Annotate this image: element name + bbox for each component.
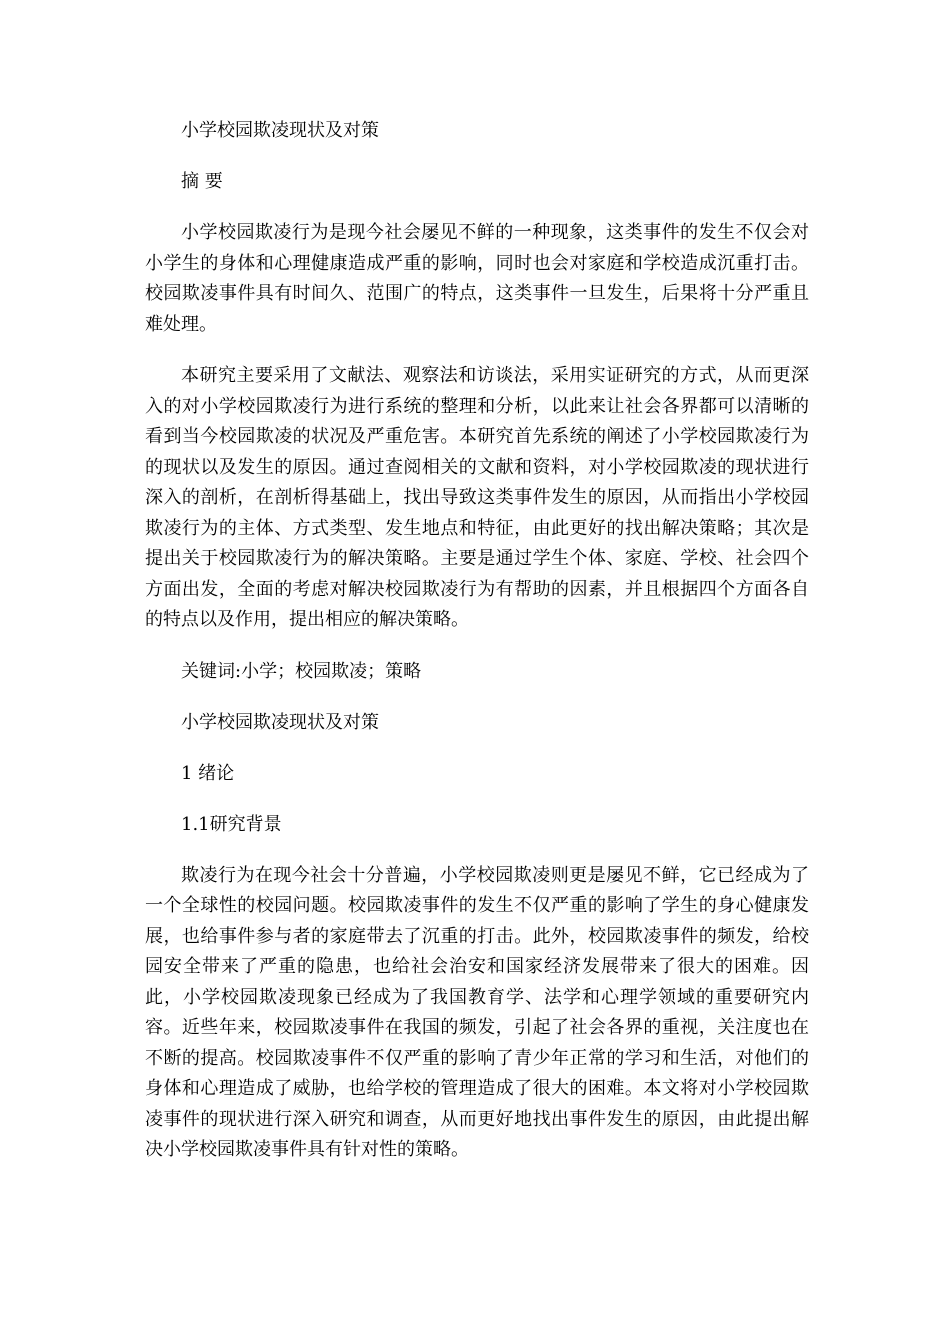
body-title: 小学校园欺凌现状及对策 (181, 711, 379, 733)
abstract-paragraph-1: 小学校园欺凌行为是现今社会屡见不鲜的一种现象，这类事件的发生不仅会对小学生的身体和心理健康造成严重的影响，同时也会对家庭和学校造成沉重打击。校园欺凌事件具有时间久、范围广的特点，这类事件一旦发生，后果将十分严重且难处理。 (145, 222, 809, 335)
section-paragraph: 欺凌行为在现今社会十分普遍，小学校园欺凌则更是屡见不鲜，它已经成为了一个全球性的校园问题。校园欺凌事件的发生不仅严重的影响了学生的身心健康发展，也给事件参与者的家庭带去了沉重的打击。此外，校园欺凌事件的频发，给校园安全带来了严重的隐患，也给社会治安和国家经济发展带来了很大的困难。因此，小学校园欺凌现象已经成为了我国教育学、法学和心理学领域的重要研究内容。近些年来，校园欺凌事件在我国的频发，引起了社会各界的重视，关注度也在不断的提高。校园欺凌事件不仅严重的影响了青少年正常的学习和生活，对他们的身体和心理造成了威胁，也给学校的管理造成了很大的困难。本文将对小学校园欺凌事件的现状进行深入研究和调查，从而更好地找出事件发生的原因，由此提出解决小学校园欺凌事件具有针对性的策略。 (145, 864, 809, 1160)
chapter-heading: 1 绪论 (181, 762, 235, 784)
abstract-paragraph-2: 本研究主要采用了文献法、观察法和访谈法，采用实证研究的方式，从而更深入的对小学校园欺凌行为进行系统的整理和分析，以此来让社会各界都可以清晰的看到当今校园欺凌的状况及严重危害。本研究首先系统的阐述了小学校园欺凌行为的现状以及发生的原因。通过查阅相关的文献和资料，对小学校园欺凌的现状进行深入的剖析，在剖析得基础上，找出导致这类事件发生的原因，从而指出小学校园欺凌行为的主体、方式类型、发生地点和特征，由此更好的找出解决策略；其次是提出关于校园欺凌行为的解决策略。主要是通过学生个体、家庭、学校、社会四个方面出发，全面的考虑对解决校园欺凌行为有帮助的因素，并且根据四个方面各自的特点以及作用，提出相应的解决策略。 (145, 365, 809, 630)
keywords-line: 关键词:小学；校园欺凌；策略 (181, 660, 422, 682)
document-title: 小学校园欺凌现状及对策 (181, 120, 379, 141)
document-page (145, 116, 809, 1166)
abstract-heading: 摘 要 (181, 171, 223, 192)
section-heading: 1.1研究背景 (181, 813, 282, 835)
